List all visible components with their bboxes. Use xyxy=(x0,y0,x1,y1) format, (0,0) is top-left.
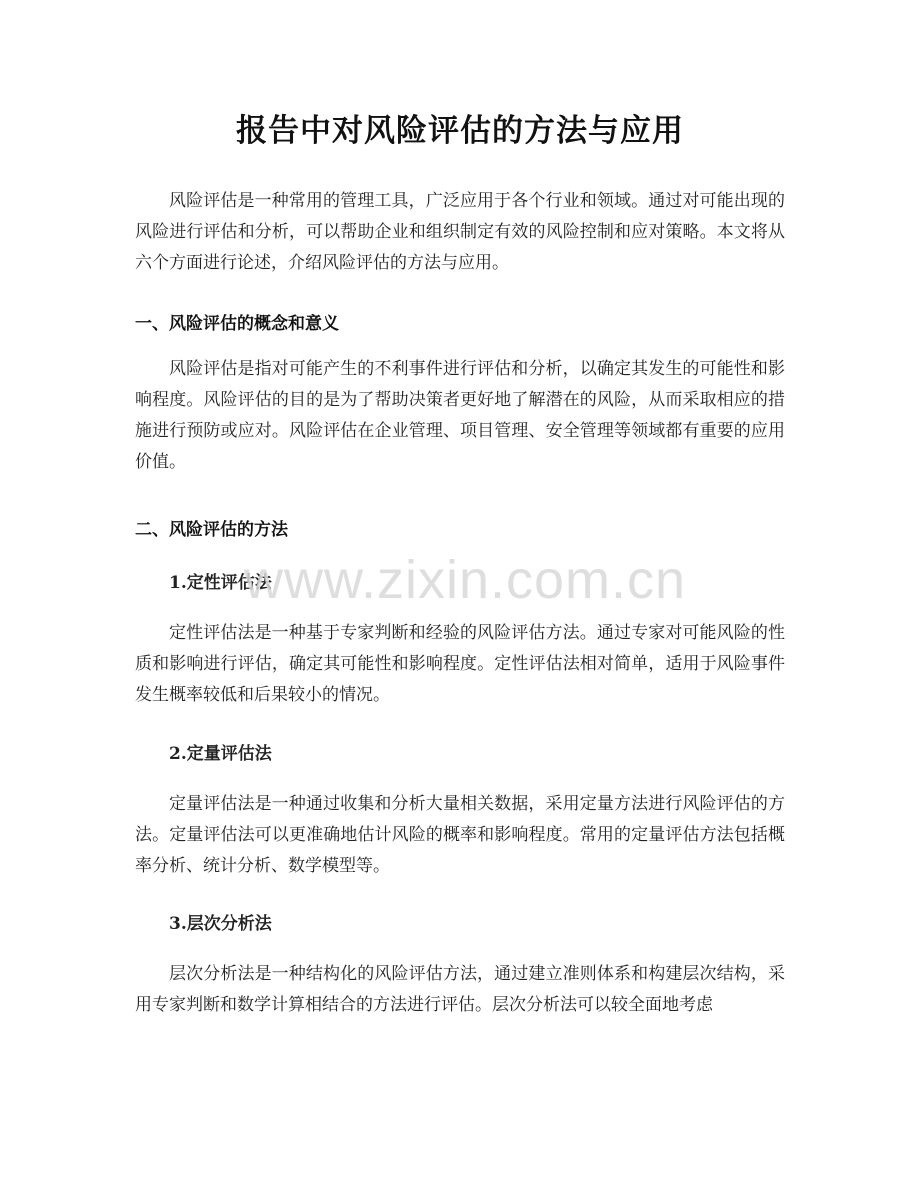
section-2-heading: 二、风险评估的方法 xyxy=(135,520,288,540)
subsection-3-heading: 3.层次分析法 xyxy=(169,914,272,934)
subsection-1-paragraph: 定性评估法是一种基于专家判断和经验的风险评估方法。通过专家对可能风险的性质和影响进行评估，确定其可能性和影响程度。定性评估法相对简单，适用于风险事件发生概率较低和后果较小的情况。 xyxy=(135,623,785,705)
section-1-paragraph: 风险评估是指对可能产生的不利事件进行评估和分析，以确定其发生的可能性和影响程度。风险评估的目的是为了帮助决策者更好地了解潜在的风险，从而采取相应的措施进行预防或应对。风险评估在企业管理、项目管理、安全管理等领域都有重要的应用价值。 xyxy=(135,359,785,472)
subsection-3-paragraph: 层次分析法是一种结构化的风险评估方法，通过建立准则体系和构建层次结构，采用专家判断和数学计算相结合的方法进行评估。层次分析法可以较全面地考虑 xyxy=(135,964,785,1015)
subsection-2-paragraph: 定量评估法是一种通过收集和分析大量相关数据，采用定量方法进行风险评估的方法。定量评估法可以更准确地估计风险的概率和影响程度。常用的定量评估方法包括概率分析、统计分析、数学模型等。 xyxy=(135,794,785,876)
page-title: 报告中对风险评估的方法与应用 xyxy=(236,113,684,149)
subsection-2-heading: 2.定量评估法 xyxy=(169,744,272,764)
subsection-1-heading: 1.定性评估法 xyxy=(169,573,272,593)
watermark: www.zixin.com.cn xyxy=(243,550,687,610)
section-1-heading: 一、风险评估的概念和意义 xyxy=(135,314,339,334)
intro-paragraph: 风险评估是一种常用的管理工具，广泛应用于各个行业和领域。通过对可能出现的风险进行评估和分析，可以帮助企业和组织制定有效的风险控制和应对策略。本文将从六个方面进行论述，介绍风险评估的方法与应用。 xyxy=(135,191,785,273)
